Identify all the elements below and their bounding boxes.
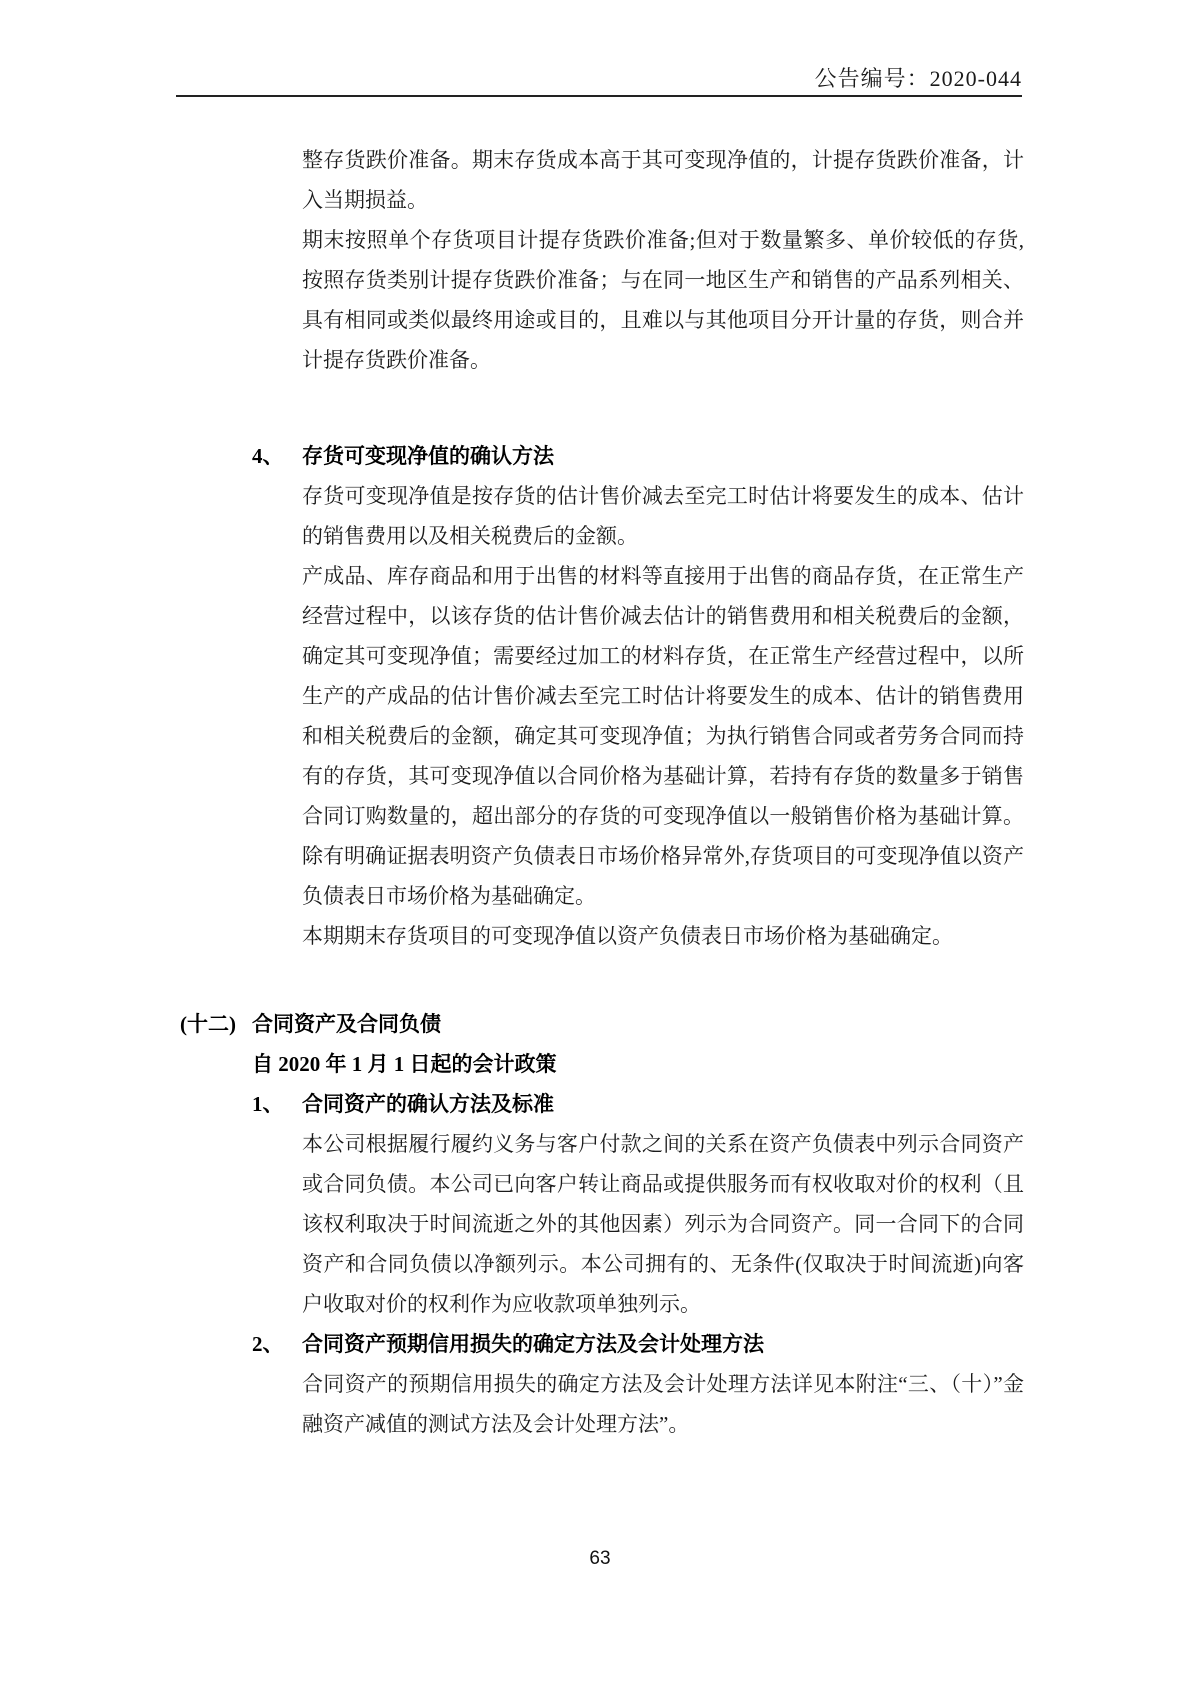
- paragraph-inventory-provision-continued: 整存货跌价准备。期末存货成本高于其可变现净值的，计提存货跌价准备，计入当期损益。: [302, 148, 1024, 212]
- paragraph-nrv-definition: 存货可变现净值是按存货的估计售价减去至完工时估计将要发生的成本、估计的销售费用以及相关税费后的金额。: [302, 484, 1024, 548]
- section-number: (十二): [180, 1012, 236, 1036]
- heading-title: 合同资产的确认方法及标准: [302, 1092, 554, 1116]
- heading-nrv-method: [252, 436, 1022, 476]
- heading-contract-asset-recognition: [252, 1084, 1022, 1124]
- heading-expected-credit-loss: [252, 1324, 1022, 1364]
- heading-accounting-policy-2020: 自 2020 年 1 月 1 日起的会计政策: [252, 1052, 557, 1076]
- page-number: 63: [589, 1548, 611, 1569]
- header-divider: [176, 95, 1022, 97]
- heading-number: 2、: [252, 1332, 284, 1356]
- page-footer: [0, 1548, 1200, 1570]
- paragraph-contract-asset-recognition: 本公司根据履行履约义务与客户付款之间的关系在资产负债表中列示合同资产或合同负债。本公司已向客户转让商品或提供服务而有权收取对价的权利（且该权利取决于时间流逝之外的其他因素）列示为合同资产。同一合同下的合同资产和合同负债以净额列示。本公司拥有的、无条件(仅取决于时间流逝)向客户收取对价的权利作为应收款项单独列示。: [302, 1132, 1024, 1316]
- section-title: 合同资产及合同负债: [252, 1012, 441, 1036]
- document-body: [180, 140, 1022, 1444]
- section-heading-contract-assets: [180, 1004, 1022, 1044]
- heading-number: 4、: [252, 444, 284, 468]
- paragraph-nrv-details: 产成品、库存商品和用于出售的材料等直接用于出售的商品存货，在正常生产经营过程中，以该存货的估计售价减去估计的销售费用和相关税费后的金额，确定其可变现净值；需要经过加工的材料存货，在正常生产经营过程中，以所生产的产成品的估计售价减去至完工时估计将要发生的成本、估计的销售费用和相关税费后的金额，确定其可变现净值；为执行销售合同或者劳务合同而持有的存货，其可变现净值以合同价格为基础计算，若持有存货的数量多于销售合同订购数量的，超出部分的存货的可变现净值以一般销售价格为基础计算。除有明确证据表明资产负债表日市场价格异常外,存货项目的可变现净值以资产负债表日市场价格为基础确定。: [302, 564, 1024, 908]
- paragraph-expected-credit-loss: 合同资产的预期信用损失的确定方法及会计处理方法详见本附注“三、（十）”金融资产减值的测试方法及会计处理方法”。: [302, 1372, 1024, 1436]
- heading-number: 1、: [252, 1092, 284, 1116]
- paragraph-provision-by-item: 期末按照单个存货项目计提存货跌价准备;但对于数量繁多、单价较低的存货,按照存货类别计提存货跌价准备；与在同一地区生产和销售的产品系列相关、具有相同或类似最终用途或目的，且难以与其他项目分开计量的存货，则合并计提存货跌价准备。: [302, 228, 1024, 372]
- heading-title: 存货可变现净值的确认方法: [302, 444, 554, 468]
- paragraph-nrv-period-end: 本期期末存货项目的可变现净值以资产负债表日市场价格为基础确定。: [302, 924, 953, 948]
- heading-title: 合同资产预期信用损失的确定方法及会计处理方法: [302, 1332, 764, 1356]
- announcement-number: 公告编号：2020-044: [814, 66, 1022, 91]
